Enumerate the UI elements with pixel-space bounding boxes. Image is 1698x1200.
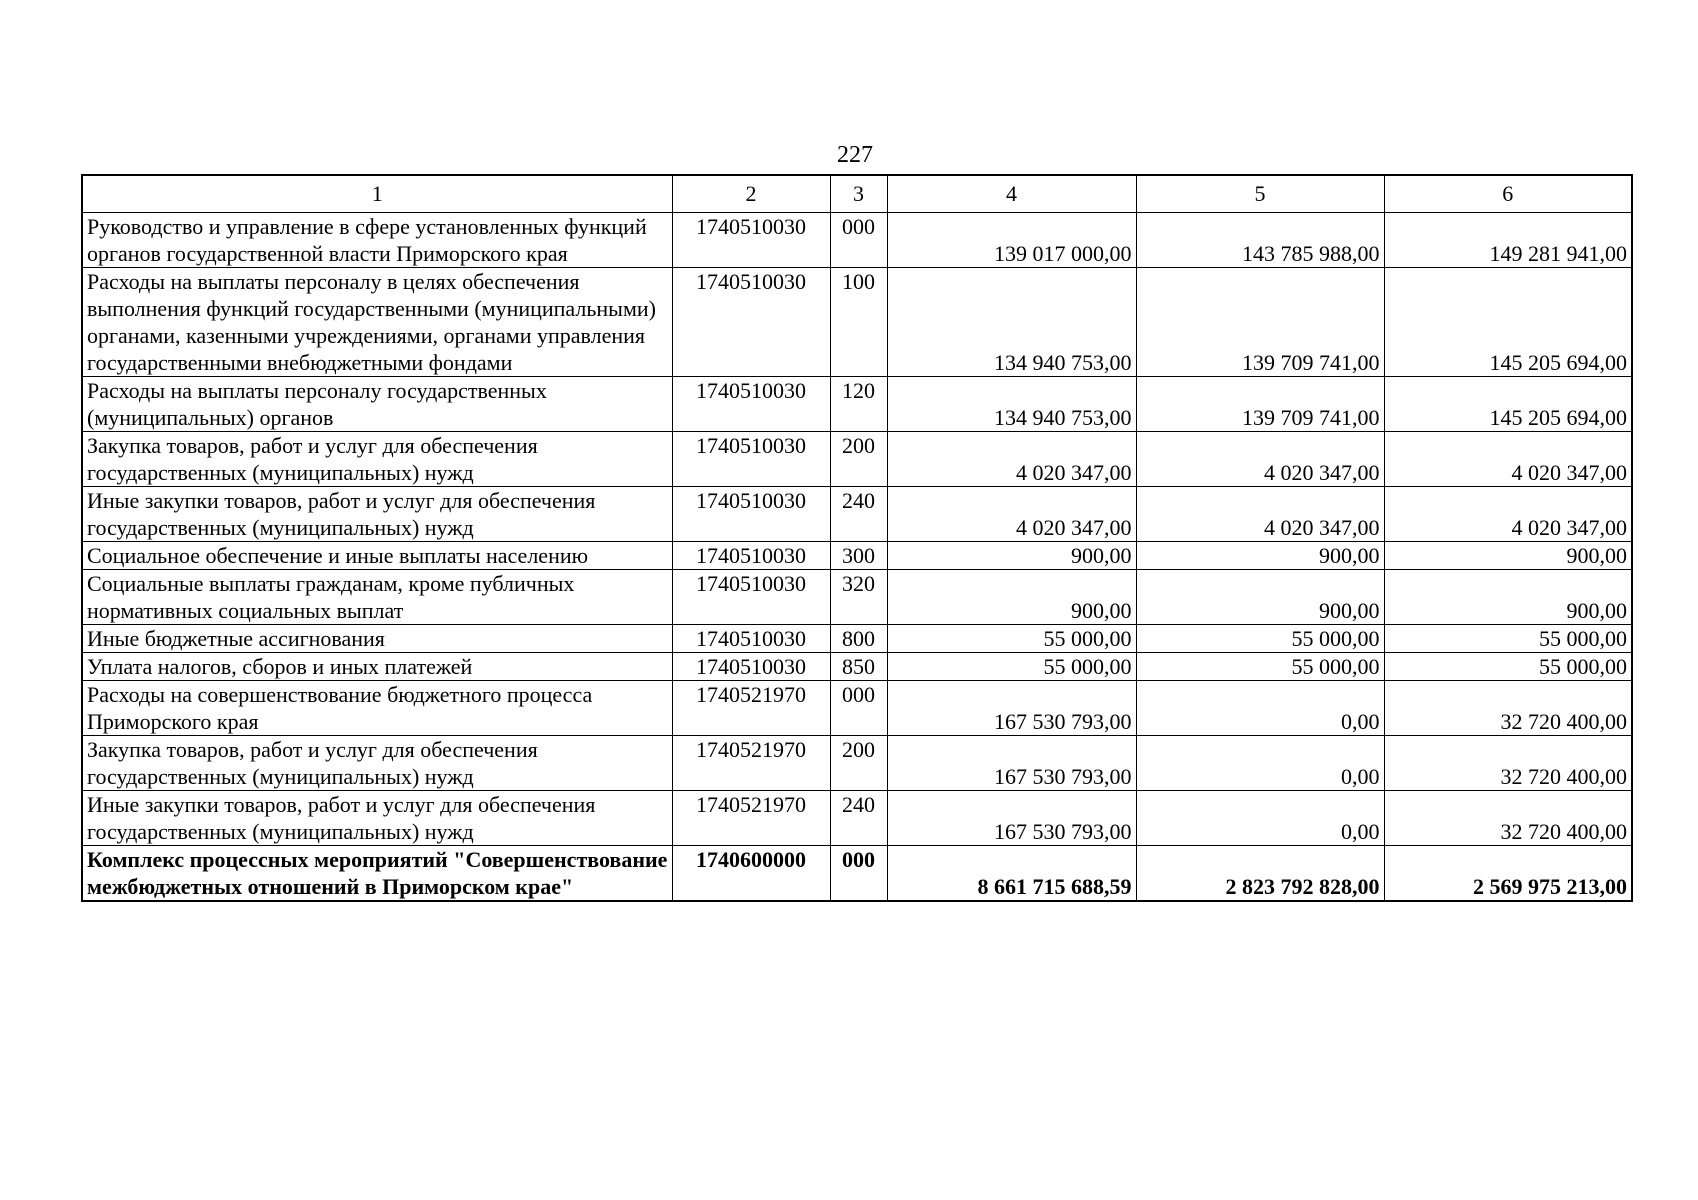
row-value-col5: 2 823 792 828,00 bbox=[1136, 845, 1384, 901]
row-value-col6: 32 720 400,00 bbox=[1384, 790, 1632, 845]
row-code: 1740510030 bbox=[672, 486, 830, 541]
row-code: 1740510030 bbox=[672, 431, 830, 486]
column-header: 1 bbox=[82, 175, 672, 212]
row-code: 1740510030 bbox=[672, 212, 830, 267]
row-value-col5: 143 785 988,00 bbox=[1136, 212, 1384, 267]
row-name: Расходы на выплаты персоналу в целях обеспечения выполнения функций государственными (муниципальными) органами, казенными учреждениями, органами управления государственными внебюджетными фондами bbox=[82, 267, 672, 376]
row-name: Закупка товаров, работ и услуг для обеспечения государственных (муниципальных) нужд bbox=[82, 735, 672, 790]
row-expense-type: 320 bbox=[830, 569, 887, 624]
table-row bbox=[82, 624, 1632, 652]
row-code: 1740510030 bbox=[672, 652, 830, 680]
row-value-col6: 2 569 975 213,00 bbox=[1384, 845, 1632, 901]
row-value-col5: 139 709 741,00 bbox=[1136, 376, 1384, 431]
table-row bbox=[82, 431, 1632, 486]
row-value-col4: 4 020 347,00 bbox=[887, 486, 1136, 541]
table-row bbox=[82, 376, 1632, 431]
row-code: 1740510030 bbox=[672, 541, 830, 569]
row-value-col5: 0,00 bbox=[1136, 735, 1384, 790]
row-value-col6: 55 000,00 bbox=[1384, 652, 1632, 680]
row-expense-type: 850 bbox=[830, 652, 887, 680]
row-name: Расходы на совершенствование бюджетного процесса Приморского края bbox=[82, 680, 672, 735]
row-value-col4: 167 530 793,00 bbox=[887, 790, 1136, 845]
row-name: Социальное обеспечение и иные выплаты населению bbox=[82, 541, 672, 569]
column-header: 3 bbox=[830, 175, 887, 212]
row-value-col5: 4 020 347,00 bbox=[1136, 431, 1384, 486]
row-name: Комплекс процессных мероприятий "Совершенствование межбюджетных отношений в Приморском крае" bbox=[82, 845, 672, 901]
row-value-col4: 139 017 000,00 bbox=[887, 212, 1136, 267]
row-code: 1740510030 bbox=[672, 624, 830, 652]
row-expense-type: 100 bbox=[830, 267, 887, 376]
column-header: 5 bbox=[1136, 175, 1384, 212]
row-name: Иные закупки товаров, работ и услуг для обеспечения государственных (муниципальных) нужд bbox=[82, 790, 672, 845]
row-code: 1740521970 bbox=[672, 680, 830, 735]
row-code: 1740510030 bbox=[672, 376, 830, 431]
row-expense-type: 120 bbox=[830, 376, 887, 431]
table-row bbox=[82, 486, 1632, 541]
row-value-col4: 167 530 793,00 bbox=[887, 735, 1136, 790]
budget-table bbox=[81, 174, 1633, 902]
row-name: Руководство и управление в сфере установленных функций органов государственной власти Приморского края bbox=[82, 212, 672, 267]
table-row bbox=[82, 652, 1632, 680]
row-code: 1740521970 bbox=[672, 735, 830, 790]
row-name: Закупка товаров, работ и услуг для обеспечения государственных (муниципальных) нужд bbox=[82, 431, 672, 486]
row-value-col6: 900,00 bbox=[1384, 569, 1632, 624]
row-value-col4: 55 000,00 bbox=[887, 652, 1136, 680]
row-code: 1740510030 bbox=[672, 569, 830, 624]
row-name: Иные закупки товаров, работ и услуг для обеспечения государственных (муниципальных) нужд bbox=[82, 486, 672, 541]
row-value-col6: 32 720 400,00 bbox=[1384, 680, 1632, 735]
table-row bbox=[82, 541, 1632, 569]
row-expense-type: 300 bbox=[830, 541, 887, 569]
row-value-col5: 0,00 bbox=[1136, 680, 1384, 735]
table-row bbox=[82, 845, 1632, 901]
row-code: 1740600000 bbox=[672, 845, 830, 901]
row-name: Расходы на выплаты персоналу государственных (муниципальных) органов bbox=[82, 376, 672, 431]
row-expense-type: 000 bbox=[830, 845, 887, 901]
table-header-row bbox=[82, 175, 1632, 212]
row-value-col4: 55 000,00 bbox=[887, 624, 1136, 652]
row-value-col4: 900,00 bbox=[887, 569, 1136, 624]
row-value-col4: 4 020 347,00 bbox=[887, 431, 1136, 486]
table-row bbox=[82, 790, 1632, 845]
row-value-col5: 4 020 347,00 bbox=[1136, 486, 1384, 541]
table-row bbox=[82, 735, 1632, 790]
row-expense-type: 200 bbox=[830, 431, 887, 486]
row-expense-type: 240 bbox=[830, 790, 887, 845]
row-value-col6: 55 000,00 bbox=[1384, 624, 1632, 652]
row-code: 1740521970 bbox=[672, 790, 830, 845]
row-value-col5: 139 709 741,00 bbox=[1136, 267, 1384, 376]
row-expense-type: 000 bbox=[830, 680, 887, 735]
row-value-col6: 145 205 694,00 bbox=[1384, 376, 1632, 431]
row-value-col5: 900,00 bbox=[1136, 541, 1384, 569]
row-value-col4: 134 940 753,00 bbox=[887, 376, 1136, 431]
row-expense-type: 200 bbox=[830, 735, 887, 790]
row-value-col6: 149 281 941,00 bbox=[1384, 212, 1632, 267]
row-name: Уплата налогов, сборов и иных платежей bbox=[82, 652, 672, 680]
row-value-col5: 900,00 bbox=[1136, 569, 1384, 624]
table-row bbox=[82, 212, 1632, 267]
row-value-col4: 8 661 715 688,59 bbox=[887, 845, 1136, 901]
column-header: 6 bbox=[1384, 175, 1632, 212]
row-value-col5: 0,00 bbox=[1136, 790, 1384, 845]
row-expense-type: 240 bbox=[830, 486, 887, 541]
row-value-col6: 4 020 347,00 bbox=[1384, 431, 1632, 486]
row-value-col6: 4 020 347,00 bbox=[1384, 486, 1632, 541]
row-value-col6: 900,00 bbox=[1384, 541, 1632, 569]
row-value-col5: 55 000,00 bbox=[1136, 624, 1384, 652]
row-value-col4: 134 940 753,00 bbox=[887, 267, 1136, 376]
row-value-col6: 32 720 400,00 bbox=[1384, 735, 1632, 790]
row-expense-type: 000 bbox=[830, 212, 887, 267]
table-row bbox=[82, 569, 1632, 624]
row-name: Социальные выплаты гражданам, кроме публичных нормативных социальных выплат bbox=[82, 569, 672, 624]
table-row bbox=[82, 267, 1632, 376]
row-code: 1740510030 bbox=[672, 267, 830, 376]
column-header: 4 bbox=[887, 175, 1136, 212]
row-value-col6: 145 205 694,00 bbox=[1384, 267, 1632, 376]
row-expense-type: 800 bbox=[830, 624, 887, 652]
row-value-col5: 55 000,00 bbox=[1136, 652, 1384, 680]
table-row bbox=[82, 680, 1632, 735]
row-value-col4: 900,00 bbox=[887, 541, 1136, 569]
page-number: 227 bbox=[837, 142, 873, 168]
row-name: Иные бюджетные ассигнования bbox=[82, 624, 672, 652]
column-header: 2 bbox=[672, 175, 830, 212]
table-body bbox=[82, 212, 1632, 901]
row-value-col4: 167 530 793,00 bbox=[887, 680, 1136, 735]
